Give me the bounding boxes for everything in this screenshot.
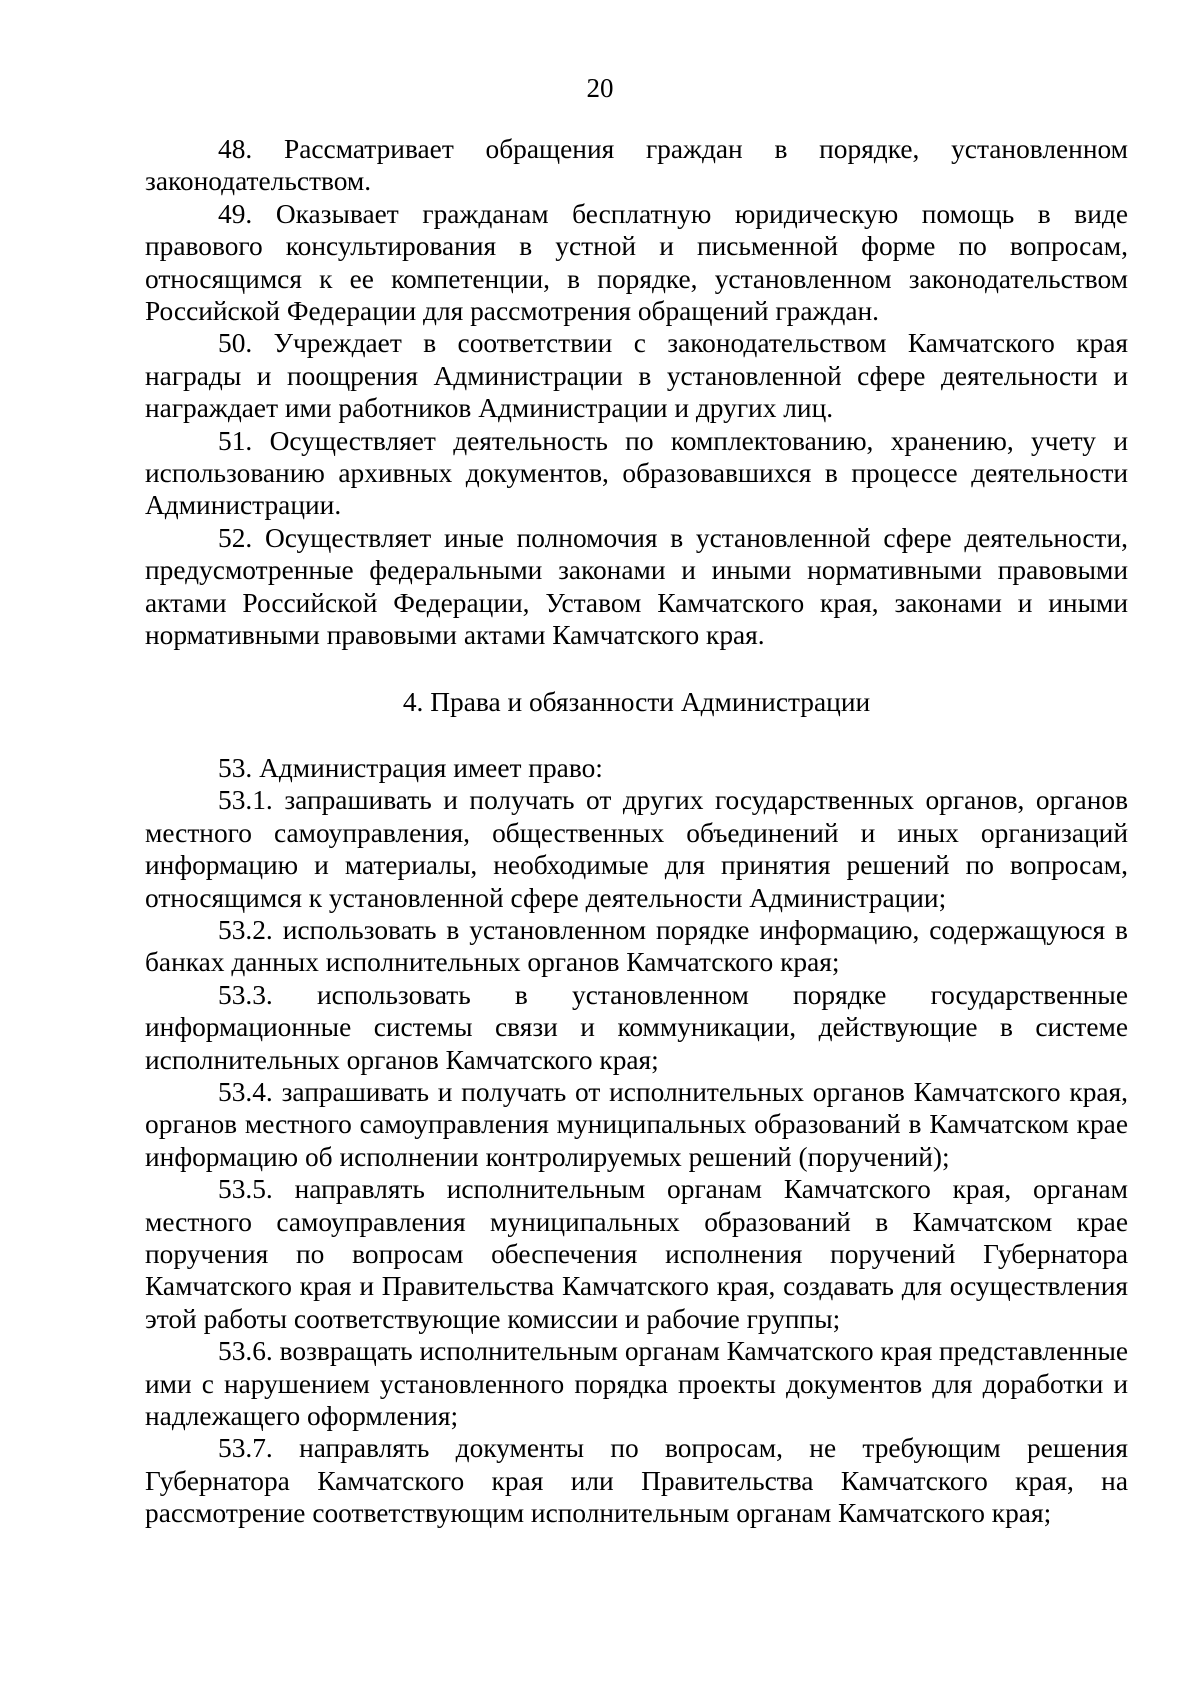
paragraph-48: 48. Рассматривает обращения граждан в порядке, установленном законодательством.	[145, 134, 1128, 197]
paragraph-53-4: 53.4. запрашивать и получать от исполнительных органов Камчатского края, органов местного самоуправления муниципальных образований в Камчатском крае информацию об исполнении контролируемых решений (поручений);	[145, 1076, 1128, 1172]
paragraph-52: 52. Осуществляет иные полномочия в установленной сфере деятельности, предусмотренные федеральными законами и иными нормативными правовыми актами Российской Федерации, Уставом Камчатского края, законами и иными нормативными правовыми актами Камчатского края.	[145, 522, 1128, 651]
paragraph-50: 50. Учреждает в соответствии с законодательством Камчатского края награды и поощрения Администрации в установленной сфере деятельности и награждает ими работников Администрации и других лиц.	[145, 328, 1128, 424]
section-heading: 4. Права и обязанности Администрации	[402, 686, 871, 717]
paragraph-49: 49. Оказывает гражданам бесплатную юридическую помощь в виде правового консультирования в устной и письменной форме по вопросам, относящимся к ее компетенции, в порядке, установленном законодательством Российской Федерации для рассмотрения обращений граждан.	[145, 198, 1128, 327]
paragraph-53-1: 53.1. запрашивать и получать от других государственных органов, органов местного самоуправления, общественных объединений и иных организаций информацию и материалы, необходимые для принятия решений по вопросам, относящимся к установленной сфере деятельности Администрации;	[145, 785, 1128, 913]
paragraph-53-2: 53.2. использовать в установленном порядке информацию, содержащуюся в банках данных исполнительных органов Камчатского края;	[145, 914, 1128, 978]
paragraph-53-3: 53.3. использовать в установленном порядке государственные информационные системы связи и коммуникации, действующие в системе исполнительных органов Камчатского края;	[145, 979, 1128, 1075]
paragraph-53: 53. Администрация имеет право:	[218, 752, 603, 783]
paragraph-51: 51. Осуществляет деятельность по комплектованию, хранению, учету и использованию архивных документов, образовавшихся в процессе деятельности Администрации.	[145, 425, 1128, 521]
document-body	[145, 133, 1128, 1530]
page-number: 20	[586, 73, 614, 103]
paragraph-53-7: 53.7. направлять документы по вопросам, не требующим решения Губернатора Камчатского края или Правительства Камчатского края, на рассмотрение соответствующим исполнительным органам Камчатского края;	[145, 1433, 1128, 1529]
paragraph-53-5: 53.5. направлять исполнительным органам Камчатского края, органам местного самоуправления муниципальных образований в Камчатском крае поручения по вопросам обеспечения исполнения поручений Губернатора Камчатского края и Правительства Камчатского края, создавать для осуществления этой работы соответствующие комиссии и рабочие группы;	[145, 1174, 1128, 1334]
paragraph-53-6: 53.6. возвращать исполнительным органам Камчатского края представленные ими с нарушением установленного порядка проекты документов для доработки и надлежащего оформления;	[145, 1336, 1129, 1432]
